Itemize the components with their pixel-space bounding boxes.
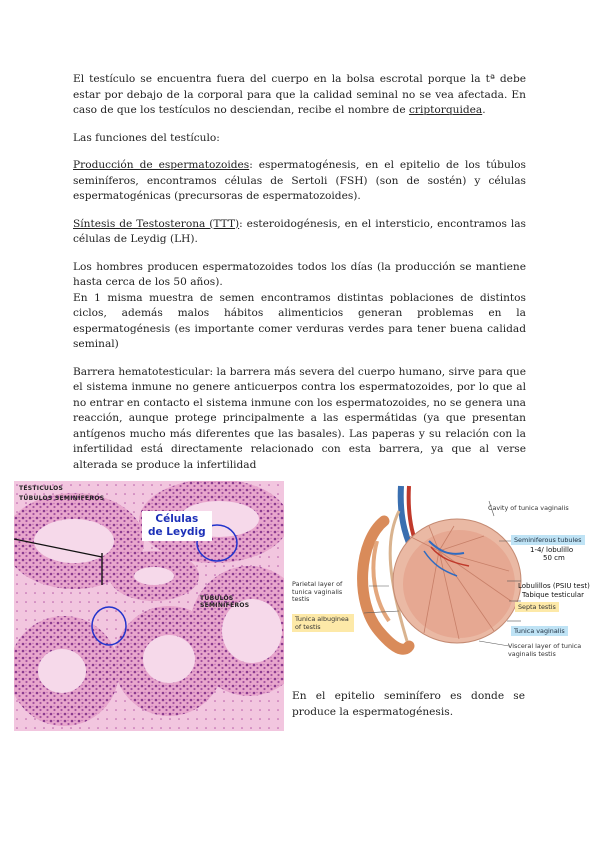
label-lobulillo: 1-4/ lobulillo: [530, 546, 574, 554]
label-tubulos-top: TÚBULOS SEMINÍFEROS: [19, 495, 105, 502]
label-lobulillos: Lobulillos (PSIU test): [518, 582, 590, 590]
label-cavity: Cavity of tunica vaginalis: [488, 504, 569, 512]
figure-caption: En el epitelio seminífero es donde se produce la espermatogénesis.: [292, 690, 525, 718]
histology-image: [14, 481, 284, 731]
criptorquidea-term: criptorquidea: [408, 104, 483, 116]
label-seminiferous: Seminiferous tubules: [511, 535, 585, 545]
label-tabique: Tabique testicular: [522, 591, 584, 599]
label-visceral: Visceral layer of tunica vaginalis testis: [508, 642, 582, 658]
label-parietal: Parietal layer of tunica vaginalis testis: [292, 580, 343, 603]
body-text: [73, 72, 526, 485]
label-testiculos: TESTICULOS: [19, 485, 64, 492]
production-term: Producción de espermatozoides: [73, 159, 250, 171]
label-albuginea: Tunica albuginea of testis: [292, 614, 354, 632]
barrier-paragraph: Barrera hematotesticular: la barrera más severa del cuerpo humano, sirve para que el sistema inmune no genere anticuerpos contra los espermatozoides, por lo que al no entrar en contacto el sistema inmune con los espermatozoides, no se genera una reacción, aunque protege principalmente a las espermátidas (ya que presentan antígenos mucho más diferentes que las basales). Las paperas y su relación con la infertilidad está directamente relacionado con esta barrera, ya que al verse alterada se produce la infertilidad: [73, 365, 526, 471]
function-synthesis: Síntesis de Testosterona (TTT): esteroidogénesis, en el intersticio, encontramos las células de Leydig (LH).: [73, 217, 526, 245]
functions-heading: Las funciones del testículo:: [73, 131, 220, 144]
label-tunica-vaginalis: Tunica vaginalis: [511, 626, 568, 636]
label-tubulos-right: TÚBULOS SEMINÍFEROS: [200, 595, 250, 609]
testis-anatomy-diagram: [289, 481, 589, 681]
label-50cm: 50 cm: [543, 554, 565, 562]
production-paragraph: Los hombres producen espermatozoides todos los días (la producción se mantiene hasta cerca de los 50 años).: [73, 260, 526, 288]
semen-paragraph: En 1 misma muestra de semen encontramos distintas poblaciones de distintos ciclos, además malos hábitos alimenticios generan problemas en la espermatogénesis (es importante comer verduras verdes para tener buena calidad seminal): [73, 291, 526, 350]
intro-paragraph: El testículo se encuentra fuera del cuerpo en la bolsa escrotal porque la tª debe estar por debajo de la corporal para que la calidad seminal no se vea afectada. En caso de que los testículos no desciendan, recibe el nombre de criptorquidea.: [73, 73, 526, 116]
synthesis-term: Síntesis de Testosterona (TTT): [73, 217, 240, 230]
function-production: Producción de espermatozoides: espermatogénesis, en el epitelio de los túbulos seminíferos, encontramos células de Sertoli (FSH) (son de sostén) y células espermatogénicas (precursoras de espermatozoides).: [73, 159, 526, 202]
label-septa: Septa testis: [515, 602, 559, 612]
leydig-label: Células de Leydig: [142, 511, 212, 541]
